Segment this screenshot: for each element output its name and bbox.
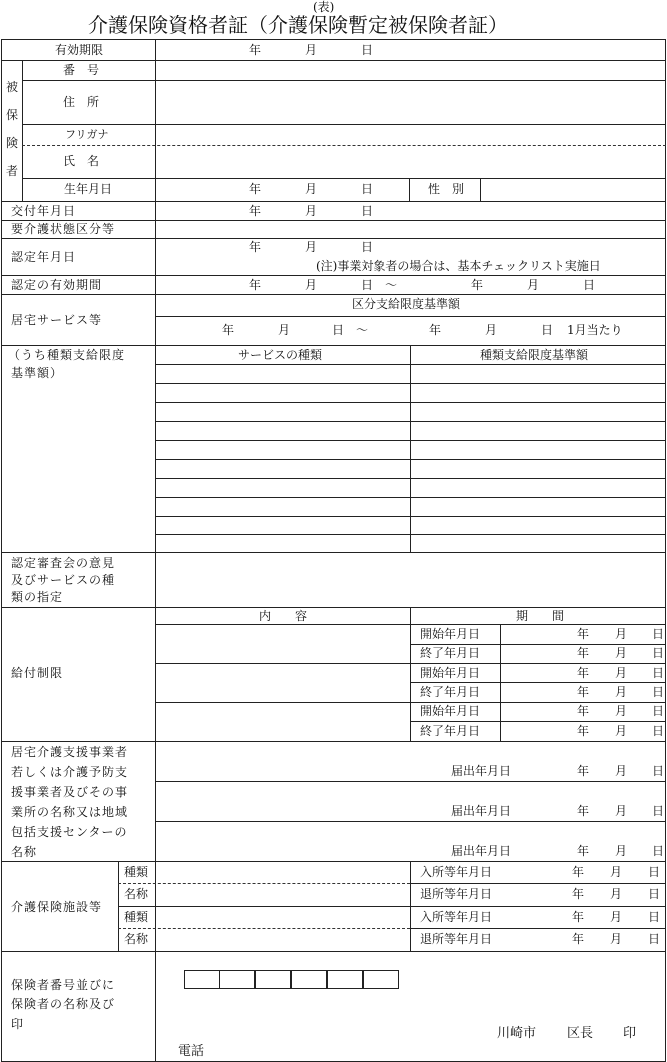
kofu-label: 交付年月日 bbox=[11, 204, 77, 218]
kubun-gendo-label: 区分支給限度基準額 bbox=[352, 297, 461, 311]
furigana-label: フリガナ bbox=[65, 128, 109, 141]
hihokensha-char-3: 険 bbox=[6, 136, 19, 150]
hokensha-label-2: 保険者の名称及び bbox=[11, 997, 116, 1011]
yuko-kigen-label: 有効期限 bbox=[55, 43, 104, 57]
page-title: 介護保険資格者証（介護保険暫定被保険者証） bbox=[88, 13, 508, 37]
shisetsu-label: 介護保険施設等 bbox=[11, 900, 103, 914]
nintei-label: 認定年月日 bbox=[11, 250, 77, 264]
service-amount-header: 種類支給限度基準額 bbox=[480, 348, 589, 362]
tel-label: 電話 bbox=[178, 1044, 205, 1059]
uchi-label-2: 基準額） bbox=[11, 366, 64, 380]
seibetsu-label: 性 別 bbox=[428, 182, 465, 196]
seinengappi-label: 生年月日 bbox=[64, 182, 113, 196]
kikan-header: 期 間 bbox=[516, 609, 565, 623]
omote-label: (表) bbox=[313, 0, 335, 14]
iken-label-1: 認定審査会の意見 bbox=[11, 556, 116, 570]
shien-label-3: 援事業者及びその事 bbox=[11, 785, 129, 799]
iken-label-2: 及びサービスの種 bbox=[11, 573, 116, 587]
city-name: 川崎市 bbox=[497, 1026, 537, 1041]
bango-label: 番 号 bbox=[63, 63, 100, 77]
yuko-kikan-label: 認定の有効期間 bbox=[11, 278, 103, 292]
hihokensha-char-1: 被 bbox=[6, 80, 19, 94]
hokensha-label-1: 保険者番号並びに bbox=[11, 978, 116, 992]
kyufu-seigen-label: 給付制限 bbox=[11, 666, 64, 680]
shien-label-4: 業所の名称又は地域 bbox=[11, 805, 129, 819]
shimei-label: 氏 名 bbox=[63, 154, 100, 168]
kyotaku-label: 居宅サービス等 bbox=[11, 313, 103, 327]
shien-label-5: 包括支援センターの bbox=[11, 825, 128, 839]
service-kind-header: サービスの種類 bbox=[238, 348, 323, 362]
shien-label-6: 名称 bbox=[11, 845, 38, 859]
jigyo-taisho-note: (注)事業対象者の場合は、基本チェックリスト実施日 bbox=[316, 259, 601, 273]
naiyo-header: 内 容 bbox=[259, 609, 308, 623]
shien-label-2: 若しくは介護予防支 bbox=[11, 765, 129, 779]
seal-mark: 印 bbox=[623, 1026, 637, 1041]
jusho-label: 住 所 bbox=[63, 95, 100, 109]
kubun-label: 要介護状態区分等 bbox=[11, 222, 116, 236]
uchi-label-1: （うち種類支給限度 bbox=[8, 348, 126, 362]
shien-label-1: 居宅介護支援事業者 bbox=[11, 745, 129, 759]
ward-chief: 区長 bbox=[567, 1026, 594, 1041]
monthly-label: 1月当たり bbox=[567, 323, 623, 337]
hihokensha-char-4: 者 bbox=[6, 164, 19, 178]
iken-label-3: 類の指定 bbox=[11, 590, 64, 604]
hokensha-label-3: 印 bbox=[11, 1017, 25, 1031]
hihokensha-char-2: 保 bbox=[6, 108, 19, 122]
